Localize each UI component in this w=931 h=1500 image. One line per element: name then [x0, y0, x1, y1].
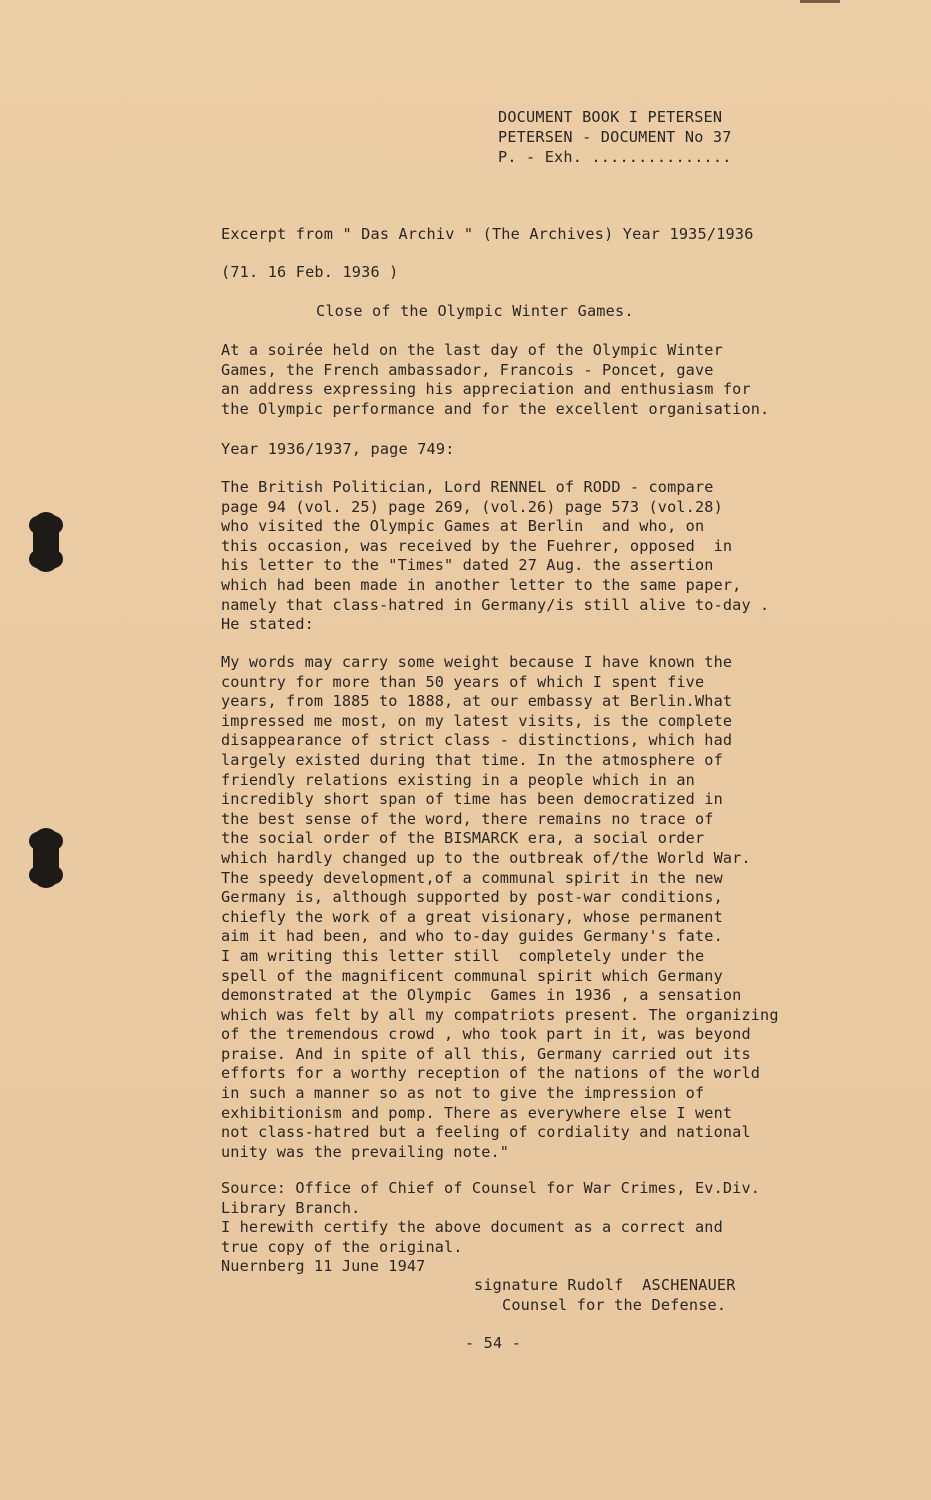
year-reference: Year 1936/1937, page 749: [221, 440, 455, 458]
text-line: spell of the magnificent communal spirit which Germany [221, 966, 723, 985]
text-line: I herewith certify the above document as a correct and [221, 1218, 723, 1237]
text-line: which was felt by all my compatriots present. The organizing [221, 1005, 779, 1024]
page-number: - 54 - [465, 1334, 522, 1352]
text-line: The speedy development,of a communal spirit in the new [221, 868, 723, 887]
text-line: unity was the prevailing note." [221, 1142, 510, 1161]
header-line-3: P. - Exh. ............... [498, 148, 732, 166]
text-line: Source: Office of Chief of Counsel for War Crimes, Ev.Div. [221, 1179, 761, 1197]
text-line: who visited the Olympic Games at Berlin and who, on [221, 517, 705, 536]
text-line: Nuernberg 11 June 1947 [221, 1257, 426, 1276]
text-line: friendly relations existing in a people which in an [221, 770, 695, 789]
text-line: Library Branch. [221, 1198, 361, 1217]
text-line: years, from 1885 to 1888, at our embassy at Berlin.What [221, 692, 733, 711]
text-line: Germany is, although supported by post-war conditions, [221, 888, 723, 907]
text-line: impressed me most, on my latest visits, is the complete [221, 711, 733, 730]
text-line: which hardly changed up to the outbreak of/the World War. [221, 848, 751, 867]
source-certification [221, 1179, 760, 1277]
text-line: aim it had been, and who to-day guides Germany's fate. [221, 927, 723, 946]
paragraph-soiree [221, 341, 769, 419]
signature-title: Counsel for the Defense. [502, 1296, 727, 1314]
text-line: the best sense of the word, there remains no trace of [221, 809, 714, 828]
text-line: not class-hatred but a feeling of cordiality and national [221, 1123, 751, 1142]
text-line: At a soirée held on the last day of the Olympic Winter [221, 341, 723, 359]
excerpt-line: Excerpt from " Das Archiv " (The Archives) Year 1935/1936 [221, 225, 754, 243]
text-line: page 94 (vol. 25) page 269, (vol.26) page 573 (vol.28) [221, 497, 723, 516]
text-line: The British Politician, Lord RENNEL of RODD - compare [221, 478, 714, 496]
text-line: which had been made in another letter to the same paper, [221, 575, 742, 594]
text-line: demonstrated at the Olympic Games in 1936 , a sensation [221, 986, 742, 1005]
text-line: of the tremendous crowd , who took part in it, was beyond [221, 1025, 751, 1044]
text-line: I am writing this letter still completely under the [221, 946, 705, 965]
text-line: Games, the French ambassador, Francois - Poncet, gave [221, 360, 714, 379]
date-reference: (71. 16 Feb. 1936 ) [221, 263, 399, 281]
text-line: in such a manner so as not to give the impression of [221, 1084, 705, 1103]
text-line: an address expressing his appreciation and enthusiasm for [221, 380, 751, 399]
top-edge-mark [800, 0, 840, 3]
text-line: incredibly short span of time has been democratized in [221, 790, 723, 809]
text-line: true copy of the original. [221, 1237, 463, 1256]
text-line: praise. And in spite of all this, Germany carried out its [221, 1044, 751, 1063]
text-line: largely existed during that time. In the atmosphere of [221, 750, 723, 769]
text-line: his letter to the "Times" dated 27 Aug. the assertion [221, 556, 714, 575]
text-line: exhibitionism and pomp. There as everywhere else I went [221, 1103, 733, 1122]
text-line: My words may carry some weight because I have known the [221, 653, 733, 671]
text-line: namely that class-hatred in Germany/is still alive to-day . [221, 595, 770, 614]
paragraph-rennel [221, 478, 769, 635]
text-line: disappearance of strict class - distinctions, which had [221, 731, 733, 750]
text-line: He stated: [221, 615, 314, 634]
binder-hole-bottom [33, 828, 59, 888]
text-line: the Olympic performance and for the excellent organisation. [221, 399, 770, 418]
text-line: efforts for a worthy reception of the nations of the world [221, 1064, 761, 1083]
text-line: chiefly the work of a great visionary, whose permanent [221, 907, 723, 926]
text-line: this occasion, was received by the Fuehrer, opposed in [221, 536, 733, 555]
header-line-2: PETERSEN - DOCUMENT No 37 [498, 128, 732, 146]
binder-hole-top [33, 512, 59, 572]
section-heading: Close of the Olympic Winter Games. [316, 302, 634, 320]
header-line-1: DOCUMENT BOOK I PETERSEN [498, 108, 723, 126]
quoted-letter [221, 653, 779, 1162]
text-line: country for more than 50 years of which I spent five [221, 672, 705, 691]
text-line: the social order of the BISMARCK era, a social order [221, 829, 705, 848]
signature-name: signature Rudolf ASCHENAUER [474, 1276, 736, 1294]
